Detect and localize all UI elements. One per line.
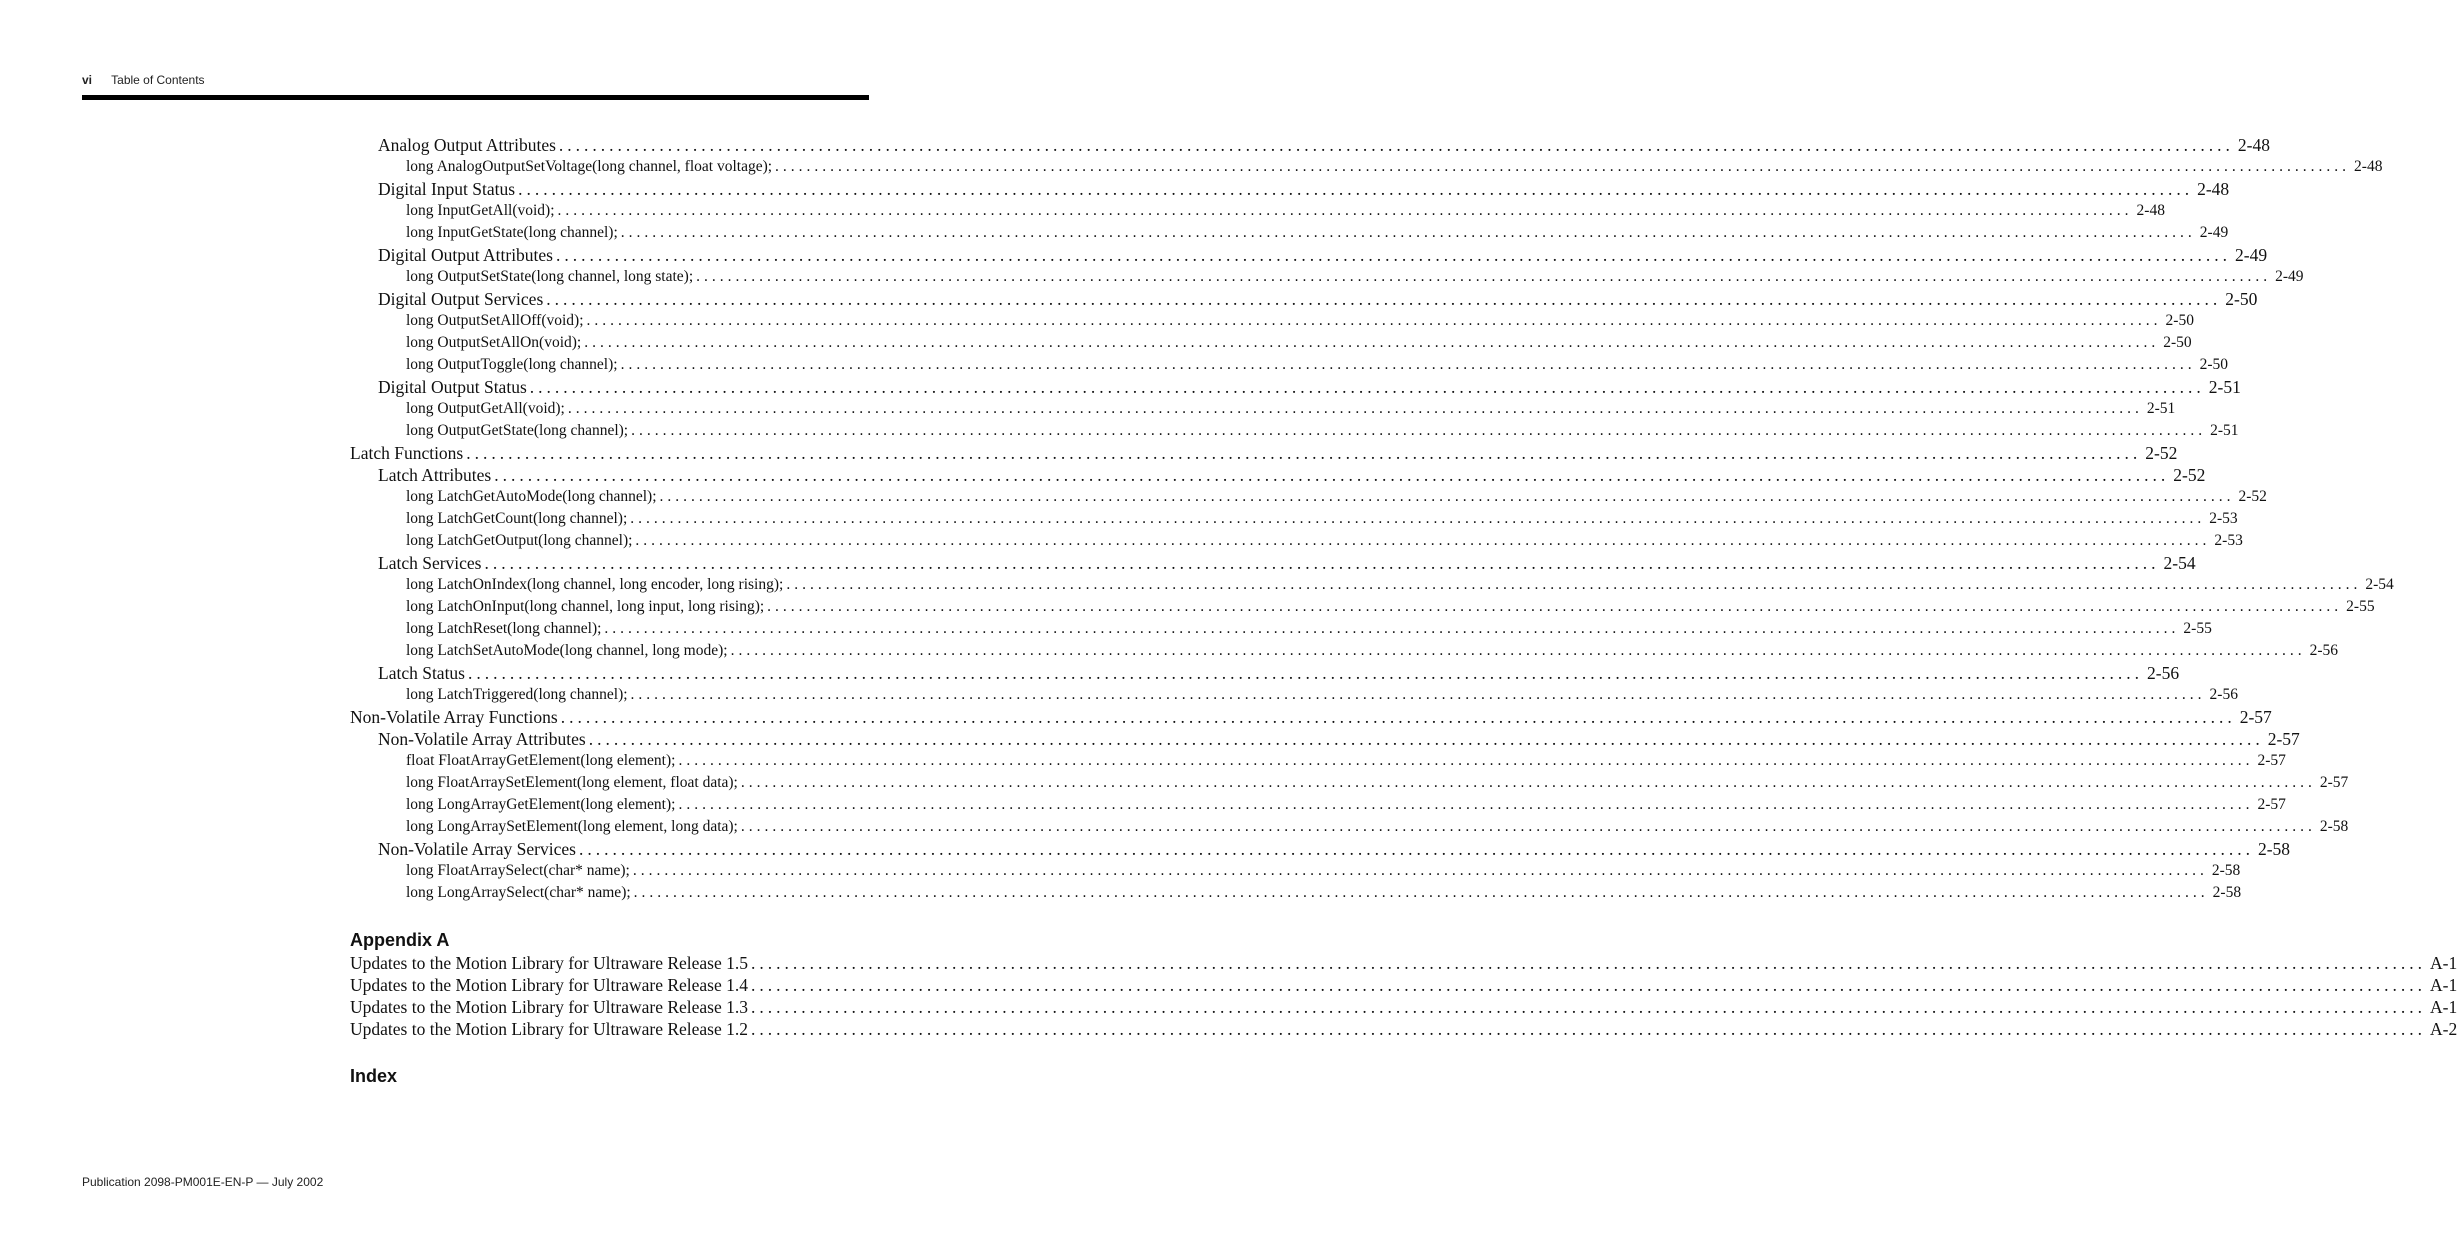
toc-entry-title: long OutputGetAll(void); [406,400,565,417]
toc-entry[interactable] [350,222,2229,244]
toc-entry[interactable] [350,310,2194,332]
dot-leader: ........................................................................................................................................................................................................ [730,642,2306,659]
toc-entry[interactable] [350,816,2349,838]
dot-leader: ........................................................................................................................................................................................................ [740,818,2316,835]
dot-leader: ........................................................................................................................................................................................................ [631,422,2207,439]
toc-entry-page: 2-56 [2147,663,2180,683]
toc-entry[interactable] [350,464,2206,486]
toc-entry-title: long OutputSetAllOn(void); [406,334,582,351]
toc-entry-page: 2-52 [2238,488,2267,505]
toc-entry-page: 2-49 [2235,245,2268,265]
toc-entry[interactable] [350,178,2230,200]
dot-leader: ........................................................................................................................................................................................................ [518,179,2194,199]
toc-entry-title: Non-Volatile Array Functions [350,707,558,727]
dot-leader: ........................................................................................................................................................................................................ [633,884,2209,901]
toc-entry-page: 2-48 [2354,158,2383,175]
toc-entry-page: 2-54 [2163,553,2196,573]
toc-entry[interactable] [350,332,2192,354]
toc-entry-page: 2-53 [2214,532,2243,549]
dot-leader: ........................................................................................................................................................................................................ [635,532,2211,549]
toc-entry[interactable] [350,706,2272,728]
toc-entry[interactable] [350,552,2196,574]
toc-entry[interactable] [350,952,2457,974]
toc-entry[interactable] [350,420,2239,442]
toc-entry-title: long LatchOnIndex(long channel, long encoder, long rising); [406,576,784,593]
dot-leader: ........................................................................................................................................................................................................ [468,663,2143,683]
section-gap [350,1040,869,1064]
dot-leader: ........................................................................................................................................................................................................ [556,245,2231,265]
dot-leader: ........................................................................................................................................................................................................ [588,729,2264,749]
toc-body [350,134,2457,1088]
toc-entry[interactable] [350,574,2394,596]
toc-entry-title: Non-Volatile Array Services [378,839,576,859]
dot-leader: ........................................................................................................................................................................................................ [567,400,2143,417]
toc-entry-title: long OutputSetState(long channel, long state); [406,268,694,285]
toc-entry-page: 2-58 [2257,839,2291,859]
toc-entry-page: 2-48 [2197,179,2230,199]
toc-entry-title: Digital Output Attributes [378,245,553,265]
toc-entry[interactable] [350,200,2165,222]
dot-leader: ........................................................................................................................................................................................................ [678,796,2254,813]
dot-leader: ........................................................................................................................................................................................................ [751,953,2426,973]
toc-entry-page: 2-49 [2199,224,2229,241]
dot-leader: ........................................................................................................................................................................................................ [578,839,2254,859]
toc-entry[interactable] [350,728,2300,750]
toc-entry-title: Digital Output Status [378,377,527,397]
toc-entry[interactable] [350,288,2258,310]
toc-entry-title: Non-Volatile Array Attributes [378,729,586,749]
dot-leader: ........................................................................................................................................................................................................ [751,975,2426,995]
dot-leader: ........................................................................................................................................................................................................ [630,686,2206,703]
header-section-title: Table of Contents [111,73,205,87]
toc-entry-title: long LongArraySelect(char* name); [406,884,631,901]
toc-entry-page: 2-54 [2365,576,2394,593]
toc-entry-page: A-1 [2430,953,2457,973]
dot-leader: ........................................................................................................................................................................................................ [775,158,2351,175]
toc-entry-page: 2-57 [2257,796,2286,813]
toc-entry-title: Latch Status [378,663,465,683]
toc-entry-title: long LatchReset(long channel); [406,620,602,637]
toc-entry-title: Latch Attributes [378,465,492,485]
toc-entry-title: float FloatArrayGetElement(long element); [406,752,676,769]
publication-footer: Publication 2098-PM001E-EN-P — July 2002 [82,1175,324,1189]
dot-leader: ........................................................................................................................................................................................................ [494,465,2170,485]
dot-leader: ........................................................................................................................................................................................................ [786,576,2362,593]
toc-entry[interactable] [350,838,2291,860]
toc-entry-page: 2-57 [2257,752,2286,769]
toc-entry[interactable] [350,996,2457,1018]
toc-entry-page: 2-57 [2319,774,2349,791]
dot-leader: ........................................................................................................................................................................................................ [751,997,2426,1017]
appendix-entry-list [350,952,2457,1040]
toc-entry[interactable] [350,376,2241,398]
running-header [82,73,205,87]
toc-entry-page: 2-50 [2165,312,2194,329]
toc-entry[interactable] [350,684,2238,706]
toc-entry[interactable] [350,750,2286,772]
toc-entry[interactable] [350,486,2267,508]
toc-entry-title: long LongArraySetElement(long element, long data); [406,818,738,835]
toc-entry-list [350,134,2394,904]
toc-entry[interactable] [350,596,2375,618]
dot-leader: ........................................................................................................................................................................................................ [546,289,2222,309]
toc-entry[interactable] [350,156,2383,178]
dot-leader: ........................................................................................................................................................................................................ [560,707,2236,727]
toc-entry[interactable] [350,508,2238,530]
toc-entry-page: 2-50 [2199,356,2228,373]
toc-entry-page: 2-51 [2208,377,2241,397]
toc-entry-title: Digital Input Status [378,179,516,199]
toc-entry-page: 2-49 [2275,268,2304,285]
toc-entry-title: long LatchGetOutput(long channel); [406,532,633,549]
toc-entry-page: 2-58 [2212,884,2242,901]
toc-entry-page: 2-58 [2319,818,2349,835]
toc-entry-page: A-2 [2430,1019,2457,1039]
toc-entry-page: A-1 [2430,997,2457,1017]
toc-entry-title: long InputGetAll(void); [406,202,555,219]
dot-leader: ........................................................................................................................................................................................................ [586,312,2162,329]
appendix-heading[interactable]: Appendix A [350,930,450,950]
toc-entry[interactable] [350,860,2241,882]
toc-entry-page: 2-51 [2146,400,2176,417]
toc-entry[interactable] [350,974,2457,996]
toc-entry-page: 2-52 [2145,443,2178,463]
toc-entry-page: 2-52 [2173,465,2206,485]
toc-entry-title: long AnalogOutputSetVoltage(long channel, float voltage); [406,158,773,175]
dot-leader: ........................................................................................................................................................................................................ [696,268,2272,285]
toc-entry-title: long OutputToggle(long channel); [406,356,618,373]
toc-entry-title: long FloatArraySelect(char* name); [406,862,630,879]
toc-entry-title: long InputGetState(long channel); [406,224,618,241]
dot-leader: ........................................................................................................................................................................................................ [751,1019,2426,1039]
dot-leader: ........................................................................................................................................................................................................ [604,620,2180,637]
header-rule [82,95,869,100]
toc-entry-title: Updates to the Motion Library for Ultraware Release 1.2 [350,1019,748,1039]
dot-leader: ........................................................................................................................................................................................................ [620,356,2196,373]
toc-entry[interactable] [350,882,2242,904]
toc-entry-title: Updates to the Motion Library for Ultraware Release 1.3 [350,997,748,1017]
section-gap [350,904,869,928]
toc-entry[interactable] [350,398,2176,420]
toc-entry-title: long OutputSetAllOff(void); [406,312,584,329]
toc-entry-title: long LatchSetAutoMode(long channel, long mode); [406,642,728,659]
toc-entry[interactable] [350,772,2349,794]
dot-leader: ........................................................................................................................................................................................................ [484,553,2160,573]
toc-entry-page: A-1 [2430,975,2457,995]
toc-entry-page: 2-56 [2209,686,2238,703]
dot-leader: ........................................................................................................................................................................................................ [584,334,2160,351]
toc-entry-title: Latch Services [378,553,482,573]
toc-entry-title: long LatchGetCount(long channel); [406,510,628,527]
dot-leader: ........................................................................................................................................................................................................ [557,202,2133,219]
toc-entry-title: long LatchOnInput(long channel, long input, long rising); [406,598,765,615]
dot-leader: ........................................................................................................................................................................................................ [620,224,2196,241]
toc-entry-title: Updates to the Motion Library for Ultraware Release 1.4 [350,975,748,995]
toc-entry[interactable] [350,266,2304,288]
toc-entry-title: long LatchTriggered(long channel); [406,686,628,703]
dot-leader: ........................................................................................................................................................................................................ [659,488,2235,505]
dot-leader: ........................................................................................................................................................................................................ [632,862,2208,879]
toc-entry-page: 2-58 [2211,862,2241,879]
toc-entry-page: 2-57 [2239,707,2272,727]
toc-entry[interactable] [350,662,2180,684]
toc-entry[interactable] [350,134,2270,156]
toc-entry[interactable] [350,640,2338,662]
toc-entry-page: 2-56 [2309,642,2338,659]
dot-leader: ........................................................................................................................................................................................................ [678,752,2254,769]
toc-entry-title: long FloatArraySetElement(long element, float data); [406,774,738,791]
toc-entry-page: 2-48 [2237,135,2270,155]
toc-entry-page: 2-48 [2136,202,2165,219]
toc-entry-page: 2-55 [2183,620,2212,637]
toc-entry[interactable] [350,442,2178,464]
dot-leader: ........................................................................................................................................................................................................ [466,443,2142,463]
toc-entry-title: long OutputGetState(long channel); [406,422,629,439]
page-number: vi [82,73,93,87]
dot-leader: ........................................................................................................................................................................................................ [630,510,2206,527]
toc-entry-title: Updates to the Motion Library for Ultraware Release 1.5 [350,953,748,973]
toc-entry-page: 2-53 [2209,510,2238,527]
toc-entry[interactable] [350,794,2286,816]
toc-entry-page: 2-51 [2210,422,2239,439]
toc-entry[interactable] [350,244,2268,266]
toc-entry-page: 2-57 [2267,729,2300,749]
toc-entry-title: Digital Output Services [378,289,544,309]
index-heading[interactable]: Index [350,1066,398,1086]
toc-entry-page: 2-50 [2163,334,2192,351]
toc-entry[interactable] [350,354,2228,376]
toc-entry[interactable] [350,618,2212,640]
dot-leader: ........................................................................................................................................................................................................ [558,135,2234,155]
toc-entry-title: long LatchGetAutoMode(long channel); [406,488,657,505]
toc-entry-title: long LongArrayGetElement(long element); [406,796,676,813]
toc-entry-title: Analog Output Attributes [378,135,556,155]
dot-leader: ........................................................................................................................................................................................................ [529,377,2205,397]
toc-entry-title: Latch Functions [350,443,464,463]
toc-entry-page: 2-50 [2225,289,2258,309]
dot-leader: ........................................................................................................................................................................................................ [767,598,2343,615]
toc-entry-page: 2-55 [2346,598,2375,615]
toc-entry[interactable] [350,1018,2457,1040]
dot-leader: ........................................................................................................................................................................................................ [740,774,2316,791]
toc-entry[interactable] [350,530,2243,552]
